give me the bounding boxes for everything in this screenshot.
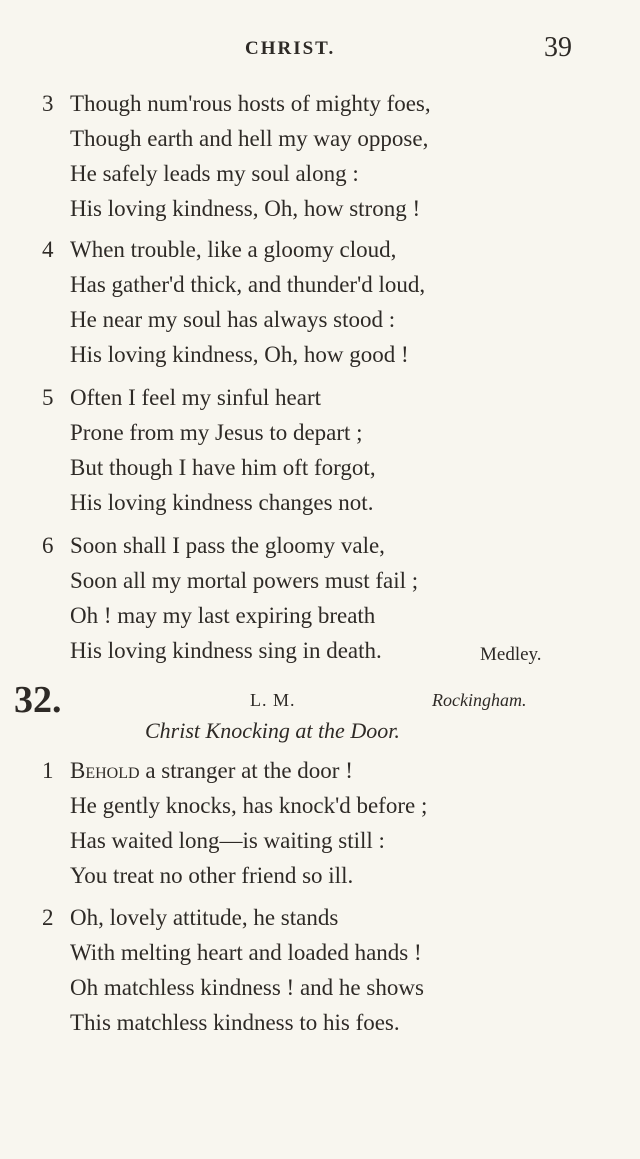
verse-line [40,633,600,668]
verse-line-text: Prone from my Jesus to depart ; [70,420,363,445]
verse-line-text: Though num'rous hosts of mighty foes, [70,91,431,116]
verse-line-text: Oh, lovely attitude, he stands [70,905,339,930]
verse-line [40,788,600,823]
verse-line-text: He near my soul has always stood : [70,307,396,332]
verse-line-text: His loving kindness, Oh, how strong ! [70,196,421,221]
page-header [0,34,640,64]
verse-number: 1 [42,758,54,783]
verse-line [40,970,600,1005]
verse-line-text: Oh ! may my last expiring breath [70,603,376,628]
verse-line-text: This matchless kindness to his foes. [70,1010,400,1035]
stanza-verse-3 [40,86,600,226]
first-word: Behold [70,758,140,783]
verse-line-text: Often I feel my sinful heart [70,385,321,410]
verse-line [40,753,600,788]
verse-line [40,450,600,485]
running-head: CHRIST. [245,38,336,59]
verse-line-text: Though earth and hell my way oppose, [70,126,429,151]
verse-line-text: Has gather'd thick, and thunder'd loud, [70,272,426,297]
verse-line [40,935,600,970]
verse-line [40,415,600,450]
stanza-verse-6 [40,528,600,668]
stanza-verse-1 [40,753,600,893]
verse-line-text: He safely leads my soul along : [70,161,359,186]
verse-line [40,86,600,121]
verse-line [40,302,600,337]
hymn-meter: L. M. [250,690,296,710]
tune-credit: Medley. [480,644,542,665]
stanza-verse-2 [40,900,600,1040]
verse-line-text [70,753,353,788]
verse-line-text: Oh matchless kindness ! and he shows [70,975,424,1000]
verse-line [40,232,600,267]
page-number: 39 [544,32,572,63]
verse-line [40,121,600,156]
hymn-header [0,680,640,750]
verse-line-text: His loving kindness changes not. [70,490,374,515]
verse-line [40,528,600,563]
verse-line [40,900,600,935]
verse-line [40,380,600,415]
verse-line-text: With melting heart and loaded hands ! [70,940,422,965]
hymn-title: Christ Knocking at the Door. [145,718,400,743]
verse-number: 4 [42,237,54,262]
verse-line-text: His loving kindness, Oh, how good ! [70,342,409,367]
verse-number: 6 [42,533,54,558]
verse-line-text: Has waited long—is waiting still : [70,828,385,853]
verse-number: 2 [42,905,54,930]
verse-line-text: When trouble, like a gloomy cloud, [70,237,397,262]
stanza-verse-4 [40,232,600,372]
verse-line-text: You treat no other friend so ill. [70,863,354,888]
verse-line-text: Soon all my mortal powers must fail ; [70,568,419,593]
verse-line-text: Soon shall I pass the gloomy vale, [70,533,385,558]
verse-line [40,485,600,520]
tune-name: Rockingham. [432,690,527,710]
verse-line-rest: a stranger at the door ! [139,758,353,783]
verse-line [40,1005,600,1040]
verse-line [40,823,600,858]
verse-line-text: But though I have him oft forgot, [70,455,376,480]
verse-line-text: He gently knocks, has knock'd before ; [70,793,428,818]
stanza-verse-5 [40,380,600,520]
verse-number: 5 [42,385,54,410]
verse-line [40,598,600,633]
verse-line [40,156,600,191]
verse-line-text: His loving kindness sing in death. [70,638,382,663]
verse-line [40,337,600,372]
verse-number: 3 [42,91,54,116]
hymn-number: 32. [14,679,62,721]
verse-line [40,191,600,226]
verse-line [40,858,600,893]
verse-line [40,563,600,598]
verse-line [40,267,600,302]
